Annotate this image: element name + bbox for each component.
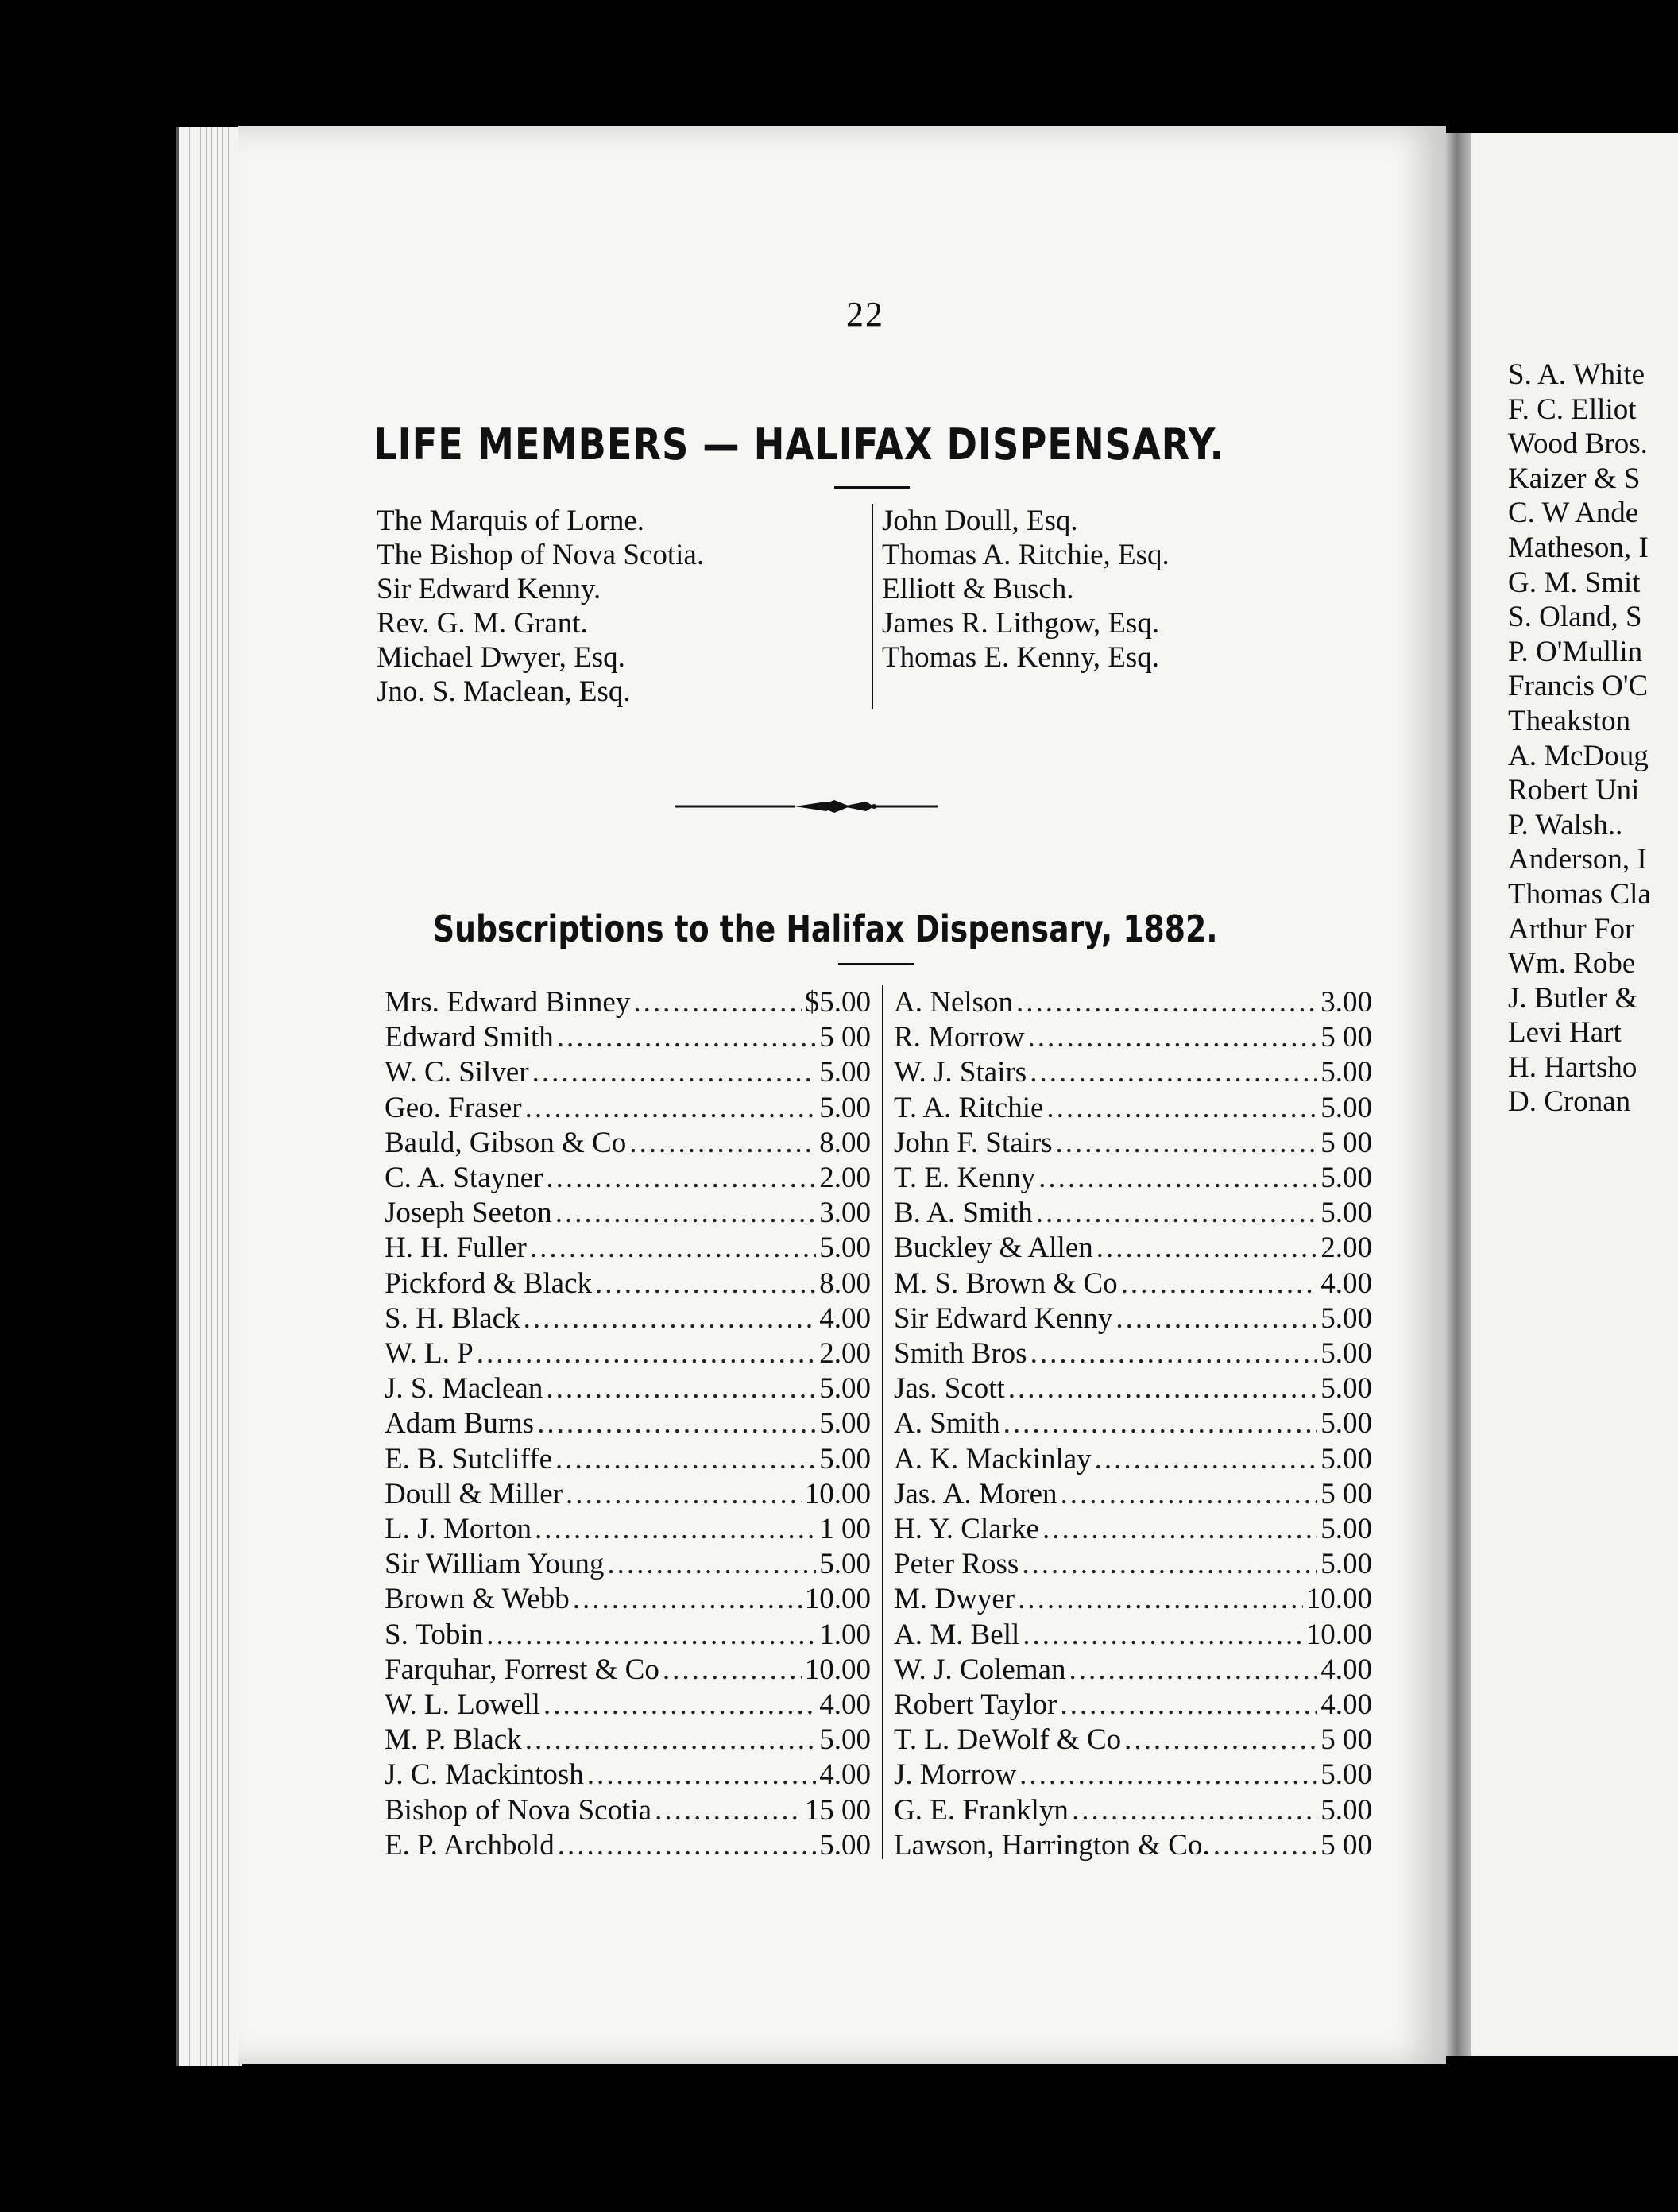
- subscription-amount: 4.00: [819, 1758, 871, 1792]
- book-gutter: [1444, 133, 1471, 2056]
- leader-dots: [1095, 1442, 1318, 1477]
- facing-page-entry: Arthur For: [1508, 912, 1635, 946]
- subscription-row: [385, 1793, 871, 1828]
- life-member-entry: John Doull, Esq.: [882, 505, 1078, 537]
- subscription-row: [385, 1688, 871, 1723]
- facing-page-entry: Francis O'C: [1508, 670, 1649, 703]
- subscriber-name: C. A. Stayner: [385, 1162, 543, 1195]
- life-member-entry: Rev. G. M. Grant.: [377, 607, 588, 640]
- subscription-amount: 5.00: [1320, 1091, 1372, 1124]
- subscriber-name: Jas. A. Moren: [894, 1477, 1057, 1510]
- page-number: 22: [846, 295, 884, 334]
- subscription-row: [894, 1406, 1372, 1441]
- subscription-amount: 5.00: [819, 1372, 871, 1406]
- subscription-row: [894, 1793, 1372, 1828]
- subscription-amount: 10.00: [804, 1653, 871, 1686]
- subscriber-name: E. B. Sutcliffe: [385, 1442, 553, 1475]
- leader-dots: [557, 1020, 817, 1055]
- subscriber-name: Farquhar, Forrest & Co: [385, 1653, 659, 1686]
- subscriptions-left-column: [385, 985, 871, 1863]
- life-member-entry: Michael Dwyer, Esq.: [377, 641, 625, 674]
- leader-dots: [546, 1371, 816, 1406]
- facing-page-entry: G. M. Smit: [1508, 566, 1641, 599]
- facing-page-entry: H. Hartsho: [1508, 1050, 1637, 1084]
- facing-page-entry: Thomas Cla: [1508, 877, 1651, 911]
- subscriber-name: W. J. Coleman: [894, 1653, 1066, 1686]
- subscriber-name: H. H. Fuller: [385, 1232, 527, 1265]
- subscription-row: [385, 985, 871, 1020]
- subscriber-name: J. C. Mackintosh: [385, 1758, 584, 1792]
- leader-dots: [555, 1442, 816, 1477]
- leader-dots: [587, 1758, 816, 1792]
- subscription-row: [385, 1196, 871, 1231]
- subscription-row: [894, 1231, 1372, 1266]
- subscriber-name: Peter Ross: [894, 1548, 1019, 1581]
- subscription-amount: 4.00: [1320, 1653, 1372, 1686]
- subscriptions-title-rule: [838, 963, 914, 965]
- subscription-amount: 5.00: [1320, 1758, 1372, 1792]
- leader-dots: [524, 1301, 817, 1336]
- leader-dots: [1023, 1618, 1302, 1653]
- leader-dots: [629, 1126, 816, 1161]
- leader-dots: [1016, 985, 1317, 1020]
- subscription-row: [894, 1266, 1372, 1301]
- subscriber-name: A. K. Mackinlay: [894, 1442, 1092, 1475]
- leader-dots: [1003, 1406, 1318, 1441]
- subscription-row: [894, 1653, 1372, 1688]
- leader-dots: [1121, 1266, 1318, 1301]
- subscription-amount: 5.00: [819, 1828, 871, 1862]
- book-page-edges: [176, 127, 242, 2066]
- subscription-row: [894, 1688, 1372, 1723]
- subscriptions-column-divider: [882, 985, 883, 1859]
- subscription-row: [894, 1091, 1372, 1126]
- subscriber-name: Geo. Fraser: [385, 1091, 522, 1124]
- leader-dots: [1096, 1231, 1318, 1266]
- life-member-entry: The Bishop of Nova Scotia.: [377, 539, 705, 571]
- subscriptions-title: Subscriptions to the Halifax Dispensary, 1882.: [433, 907, 1218, 950]
- facing-page-entry: P. Walsh..: [1508, 808, 1623, 841]
- subscription-amount: 4.00: [819, 1688, 871, 1722]
- life-members-title: LIFE MEMBERS — HALIFAX DISPENSARY.: [373, 420, 1225, 470]
- subscription-row: [894, 1547, 1372, 1582]
- column-divider: [872, 504, 873, 709]
- subscription-amount: 5 00: [1320, 1021, 1372, 1054]
- subscription-amount: 5.00: [819, 1442, 871, 1475]
- leader-dots: [1124, 1723, 1317, 1758]
- subscriber-name: W. L. P: [385, 1337, 474, 1371]
- subscription-row: [894, 1161, 1372, 1196]
- subscription-amount: 5.00: [1320, 1162, 1372, 1195]
- facing-page-entry: Levi Hart: [1508, 1016, 1622, 1050]
- subscription-amount: 5.00: [819, 1548, 871, 1581]
- leader-dots: [566, 1477, 802, 1512]
- life-member-entry: Jno. S. Maclean, Esq.: [377, 675, 631, 708]
- subscriber-name: W. L. Lowell: [385, 1688, 540, 1722]
- subscription-row: [894, 1301, 1372, 1336]
- subscription-amount: 5.00: [819, 1407, 871, 1441]
- subscription-amount: 5.00: [1320, 1442, 1372, 1475]
- subscription-amount: 5.00: [1320, 1513, 1372, 1546]
- leader-dots: [1072, 1793, 1317, 1828]
- leader-dots: [663, 1653, 802, 1688]
- subscriptions-right-column: [894, 985, 1372, 1863]
- subscriber-name: S. Tobin: [385, 1618, 484, 1651]
- subscriber-name: Bauld, Gibson & Co: [385, 1126, 627, 1159]
- subscription-amount: 5.00: [1320, 1197, 1372, 1230]
- subscriber-name: Sir William Young: [385, 1548, 605, 1581]
- subscription-row: [385, 1231, 871, 1266]
- subscription-row: [894, 1723, 1372, 1758]
- subscriber-name: Adam Burns: [385, 1407, 535, 1441]
- subscription-amount: 2.00: [1320, 1232, 1372, 1265]
- subscriber-name: A. M. Bell: [894, 1618, 1020, 1651]
- subscription-row: [385, 1371, 871, 1406]
- subscriber-name: T. E. Kenny: [894, 1162, 1036, 1195]
- subscription-row: [385, 1091, 871, 1126]
- facing-page-entry: Wm. Robe: [1508, 947, 1636, 980]
- subscriber-name: H. Y. Clarke: [894, 1513, 1039, 1546]
- subscription-amount: 5 00: [1320, 1477, 1372, 1510]
- subscription-row: [894, 1618, 1372, 1653]
- life-member-entry: Thomas E. Kenny, Esq.: [882, 641, 1160, 674]
- subscriber-name: Smith Bros: [894, 1337, 1027, 1371]
- subscription-amount: 5.00: [1320, 1056, 1372, 1089]
- subscription-amount: 8.00: [819, 1126, 871, 1159]
- subscriber-name: R. Morrow: [894, 1021, 1025, 1054]
- leader-dots: [525, 1091, 817, 1126]
- subscription-amount: 3.00: [1320, 986, 1372, 1019]
- leader-dots: [486, 1618, 816, 1653]
- life-members-right-column: [882, 504, 1170, 675]
- subscription-amount: 10.00: [1305, 1618, 1372, 1651]
- subscriber-name: L. J. Morton: [385, 1513, 532, 1546]
- subscription-amount: 4.00: [1320, 1688, 1372, 1722]
- facing-page-entry: D. Cronan: [1508, 1085, 1631, 1119]
- leader-dots: [1038, 1161, 1317, 1196]
- subscription-amount: 5 00: [1320, 1126, 1372, 1159]
- leader-dots: [543, 1688, 816, 1723]
- leader-dots: [595, 1266, 816, 1301]
- subscriber-name: M. S. Brown & Co: [894, 1266, 1118, 1300]
- subscription-row: [385, 1126, 871, 1161]
- leader-dots: [1056, 1126, 1318, 1161]
- facing-page-entry: S. Oland, S: [1508, 601, 1642, 634]
- subscription-row: [385, 1723, 871, 1758]
- subscriber-name: T. L. DeWolf & Co: [894, 1723, 1122, 1757]
- subscription-row: [894, 1055, 1372, 1090]
- subscription-amount: 5.00: [819, 1091, 871, 1124]
- subscription-row: [385, 1406, 871, 1441]
- facing-page-entry: A. McDoug: [1508, 739, 1649, 772]
- subscriber-name: Mrs. Edward Binney: [385, 986, 631, 1019]
- facing-page-entry: P. O'Mullin: [1508, 635, 1643, 668]
- facing-page-entry: Kaizer & S: [1508, 462, 1641, 495]
- subscription-row: [385, 1161, 871, 1196]
- subscriber-name: A. Nelson: [894, 986, 1014, 1019]
- leader-dots: [573, 1582, 802, 1617]
- subscriber-name: T. A. Ritchie: [894, 1091, 1044, 1124]
- subscriber-name: Jas. Scott: [894, 1372, 1005, 1406]
- subscription-amount: 5.00: [1320, 1407, 1372, 1441]
- subscriber-name: S. H. Black: [385, 1301, 520, 1335]
- subscriber-name: Edward Smith: [385, 1021, 554, 1054]
- life-member-entry: Elliott & Busch.: [882, 573, 1074, 605]
- subscription-row: [894, 1477, 1372, 1512]
- subscriber-name: Buckley & Allen: [894, 1232, 1093, 1265]
- subscription-row: [385, 1442, 871, 1477]
- subscription-row: [385, 1336, 871, 1371]
- leader-dots: [1019, 1758, 1317, 1792]
- subscription-amount: 5.00: [1320, 1301, 1372, 1335]
- facing-page-entry: C. W Ande: [1508, 497, 1639, 530]
- facing-page-entry: Anderson, I: [1508, 843, 1647, 876]
- subscriber-name: M. P. Black: [385, 1723, 522, 1757]
- subscription-amount: 5.00: [1320, 1793, 1372, 1827]
- facing-page-entry: F. C. Elliot: [1508, 393, 1637, 426]
- subscriber-name: Sir Edward Kenny: [894, 1301, 1113, 1335]
- leader-dots: [1046, 1091, 1317, 1126]
- leader-dots: [1060, 1688, 1317, 1723]
- subscriber-name: Joseph Seeton: [385, 1197, 552, 1230]
- subscriber-name: J. Morrow: [894, 1758, 1017, 1792]
- facing-page-entry: J. Butler &: [1508, 981, 1638, 1015]
- subscription-row: [385, 1055, 871, 1090]
- subscription-amount: 8.00: [819, 1266, 871, 1300]
- life-members-left-column: [377, 504, 704, 709]
- facing-page-entry: Robert Uni: [1508, 774, 1640, 807]
- subscription-amount: 1 00: [819, 1513, 871, 1546]
- subscription-amount: 2.00: [819, 1162, 871, 1195]
- subscription-row: [894, 1336, 1372, 1371]
- subscription-row: [894, 1126, 1372, 1161]
- subscription-row: [894, 1442, 1372, 1477]
- subscriber-name: Doull & Miller: [385, 1477, 563, 1510]
- subscriber-name: W. J. Stairs: [894, 1056, 1027, 1089]
- subscription-row: [894, 1196, 1372, 1231]
- subscriber-name: G. E. Franklyn: [894, 1793, 1069, 1827]
- subscription-amount: 4.00: [819, 1301, 871, 1335]
- subscription-amount: 5.00: [819, 1232, 871, 1265]
- subscription-row: [385, 1266, 871, 1301]
- subscriber-name: E. P. Archbold: [385, 1828, 555, 1862]
- leader-dots: [555, 1196, 817, 1231]
- leader-dots: [537, 1406, 816, 1441]
- life-member-entry: Thomas A. Ritchie, Esq.: [882, 539, 1170, 571]
- leader-dots: [1042, 1512, 1317, 1547]
- subscription-row: [385, 1020, 871, 1055]
- subscription-row: [385, 1758, 871, 1792]
- title-rule: [834, 486, 910, 489]
- subscription-amount: 10.00: [1305, 1583, 1372, 1616]
- subscription-amount: $5.00: [804, 986, 871, 1019]
- subscription-row: [894, 1758, 1372, 1792]
- subscriber-name: B. A. Smith: [894, 1197, 1033, 1230]
- leader-dots: [477, 1336, 817, 1371]
- subscription-row: [385, 1547, 871, 1582]
- subscription-amount: 5.00: [1320, 1337, 1372, 1371]
- leader-dots: [1069, 1653, 1318, 1688]
- leader-dots: [1008, 1371, 1317, 1406]
- ornament-divider: [675, 791, 993, 822]
- leader-dots: [1115, 1301, 1317, 1336]
- subscription-amount: 5 00: [1320, 1828, 1372, 1862]
- subscriber-name: J. S. Maclean: [385, 1372, 543, 1406]
- leader-dots: [1036, 1196, 1317, 1231]
- subscriber-name: Brown & Webb: [385, 1583, 570, 1616]
- subscription-row: [385, 1582, 871, 1617]
- leader-dots: [1061, 1477, 1318, 1512]
- subscriber-name: W. C. Silver: [385, 1056, 529, 1089]
- subscription-amount: 4.00: [1320, 1266, 1372, 1300]
- leader-dots: [535, 1512, 816, 1547]
- subscription-amount: 5.00: [1320, 1548, 1372, 1581]
- leader-dots: [532, 1055, 817, 1090]
- subscription-amount: 2.00: [819, 1337, 871, 1371]
- subscriber-name: Pickford & Black: [385, 1266, 593, 1300]
- subscription-amount: 10.00: [804, 1583, 871, 1616]
- leader-dots: [525, 1723, 817, 1758]
- facing-page-list: [1508, 358, 1651, 1120]
- subscription-amount: 5.00: [819, 1056, 871, 1089]
- facing-page-entry: Theakston: [1508, 704, 1631, 737]
- facing-page-entry: Wood Bros.: [1508, 427, 1648, 461]
- leader-dots: [655, 1793, 802, 1828]
- subscription-row: [385, 1618, 871, 1653]
- subscription-row: [385, 1301, 871, 1336]
- subscription-row: [894, 1020, 1372, 1055]
- leader-dots: [558, 1828, 816, 1863]
- subscription-amount: 15 00: [804, 1793, 871, 1827]
- subscription-amount: 10.00: [804, 1477, 871, 1510]
- subscription-amount: 3.00: [819, 1197, 871, 1230]
- subscriber-name: A. Smith: [894, 1407, 1000, 1441]
- leader-dots: [1030, 1055, 1317, 1090]
- life-member-entry: Sir Edward Kenny.: [377, 573, 601, 605]
- leader-dots: [1027, 1020, 1317, 1055]
- leader-dots: [530, 1231, 816, 1266]
- subscription-amount: 5 00: [819, 1021, 871, 1054]
- subscriber-name: Robert Taylor: [894, 1688, 1057, 1722]
- subscription-row: [385, 1653, 871, 1688]
- subscription-amount: 5.00: [1320, 1372, 1372, 1406]
- subscription-row: [385, 1512, 871, 1547]
- leader-dots: [633, 985, 801, 1020]
- subscriber-name: Lawson, Harrington & Co.: [894, 1828, 1210, 1862]
- leader-dots: [1022, 1547, 1317, 1582]
- subscription-row: [385, 1828, 871, 1863]
- subscriber-name: John F. Stairs: [894, 1126, 1053, 1159]
- facing-page-entry: Matheson, I: [1508, 531, 1649, 564]
- leader-dots: [546, 1161, 816, 1196]
- subscription-row: [894, 1512, 1372, 1547]
- subscription-row: [894, 1582, 1372, 1617]
- subscription-amount: 5 00: [1320, 1723, 1372, 1757]
- life-member-entry: James R. Lithgow, Esq.: [882, 607, 1160, 640]
- subscription-row: [385, 1477, 871, 1512]
- subscriber-name: M. Dwyer: [894, 1583, 1015, 1616]
- life-member-entry: The Marquis of Lorne.: [377, 505, 645, 537]
- facing-page-entry: S. A. White: [1508, 358, 1645, 391]
- leader-dots: [1213, 1828, 1318, 1863]
- leader-dots: [607, 1547, 816, 1582]
- subscription-row: [894, 985, 1372, 1020]
- subscription-row: [894, 1828, 1372, 1863]
- leader-dots: [1018, 1582, 1303, 1617]
- subscription-amount: 1.00: [819, 1618, 871, 1651]
- leader-dots: [1030, 1336, 1318, 1371]
- subscription-amount: 5.00: [819, 1723, 871, 1757]
- subscription-row: [894, 1371, 1372, 1406]
- subscriber-name: Bishop of Nova Scotia: [385, 1793, 652, 1827]
